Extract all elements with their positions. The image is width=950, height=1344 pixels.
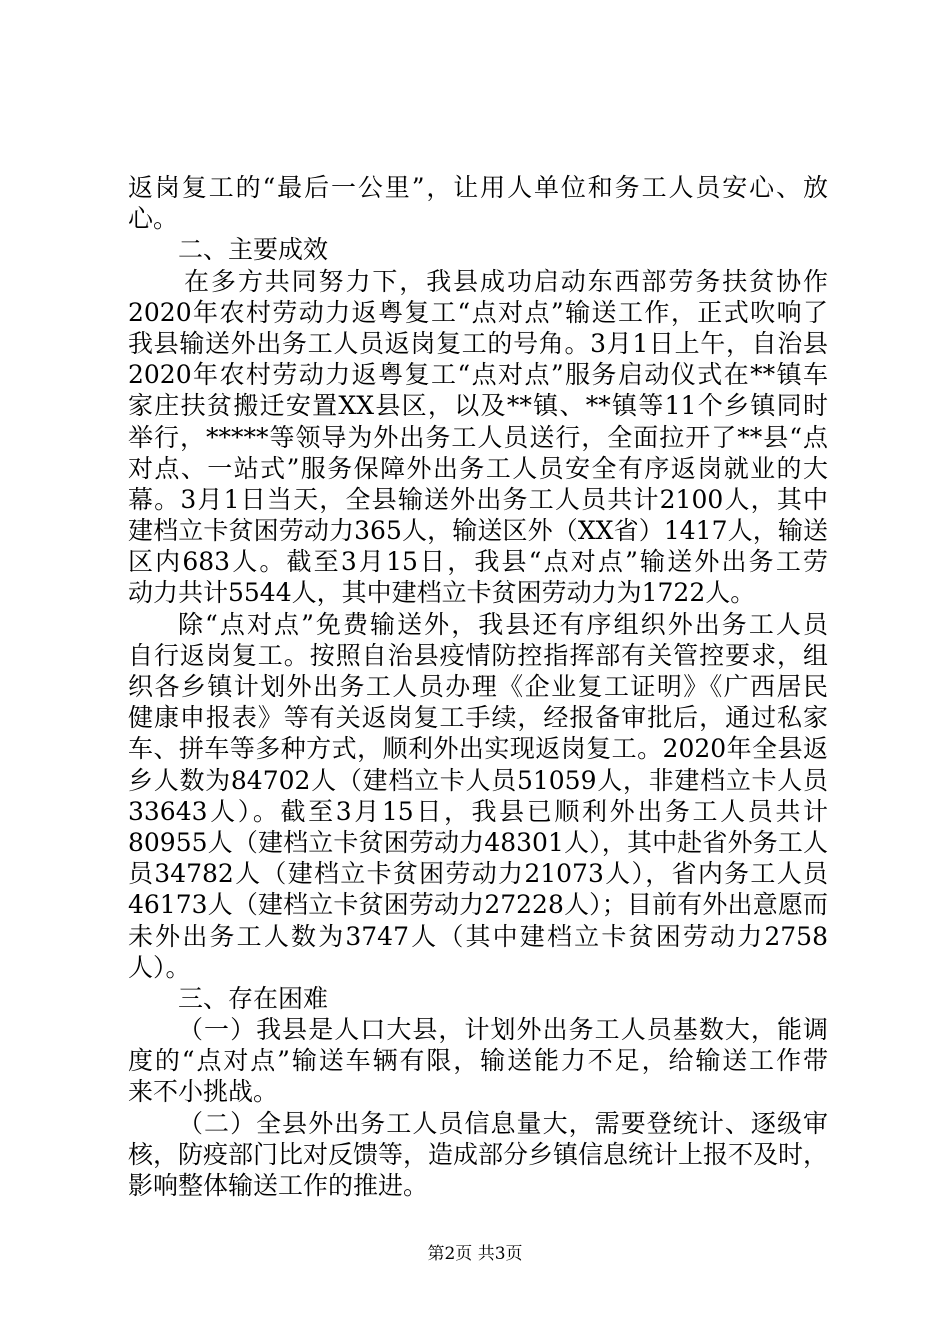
text-line: 区内683人。截至3月15日，我县“点对点”输送外出务工劳	[128, 547, 828, 577]
text-line: 46173人（建档立卡贫困劳动力27228人）；目前有外出意愿而	[128, 890, 828, 920]
text-line: 来不小挑战。	[128, 1077, 279, 1107]
text-line: 健康申报表》等有关返岗复工手续，经报备审批后，通过私家	[128, 703, 828, 733]
text-line: （二）全县外出务工人员信息量大，需要登统计、逐级审	[178, 1108, 828, 1138]
text-line: 心。	[128, 204, 179, 234]
text-line: 度的“点对点”输送车辆有限，输送能力不足，给输送工作带	[128, 1046, 828, 1076]
text-line: 2020年农村劳动力返粤复工“点对点”服务启动仪式在**镇车	[128, 360, 828, 390]
page-footer: 第2页 共3页	[427, 1244, 523, 1264]
text-line: 二、主要成效	[178, 235, 329, 265]
text-line: 2020年农村劳动力返粤复工“点对点”输送工作，正式吹响了	[128, 297, 828, 327]
text-line: 人）。	[128, 952, 191, 982]
text-line: 影响整体输送工作的推进。	[128, 1171, 429, 1200]
text-line: 我县输送外出务工人员返岗复工的号角。3月1日上午，自治县	[128, 328, 828, 358]
text-line: 未外出务工人数为3747人（其中建档立卡贫困劳动力2758	[128, 921, 828, 951]
text-line: 除“点对点”免费输送外，我县还有序组织外出务工人员	[178, 609, 828, 639]
text-line: 动力共计5544人，其中建档立卡贫困劳动力为1722人。	[128, 578, 756, 608]
text-line: 核，防疫部门比对反馈等，造成部分乡镇信息统计上报不及时，	[128, 1139, 829, 1169]
text-line: 举行，*****等领导为外出务工人员送行，全面拉开了**县“点	[128, 422, 828, 452]
text-line: 建档立卡贫困劳动力365人，输送区外（XX省）1417人，输送	[128, 516, 828, 546]
text-line: 织各乡镇计划外出务工人员办理《企业复工证明》《广西居民	[128, 672, 828, 701]
text-line: 返岗复工的“最后一公里”，让用人单位和务工人员安心、放	[128, 173, 828, 202]
text-line: 自行返岗复工。按照自治县疫情防控指挥部有关管控要求，组	[128, 640, 828, 670]
text-line: 在多方共同努力下，我县成功启动东西部劳务扶贫协作	[184, 266, 828, 296]
text-line: 幕。3月1日当天，全县输送外出务工人员共计2100人，其中	[128, 484, 828, 514]
text-line: （一）我县是人口大县，计划外出务工人员基数大，能调	[178, 1015, 828, 1045]
text-line: 家庄扶贫搬迁安置XX县区，以及**镇、**镇等11个乡镇同时	[128, 391, 828, 421]
text-line: 员34782人（建档立卡贫困劳动力21073人），省内务工人员	[128, 859, 828, 889]
text-line: 80955人（建档立卡贫困劳动力48301人），其中赴省外务工人	[128, 827, 828, 857]
text-line: 乡人数为84702人（建档立卡人员51059人，非建档立卡人员	[128, 765, 828, 795]
document-body	[128, 172, 828, 1201]
text-line: 对点、一站式”服务保障外出务工人员安全有序返岗就业的大	[128, 453, 828, 483]
text-line: 车、拼车等多种方式，顺利外出实现返岗复工。2020年全县返	[128, 734, 828, 764]
text-line: 三、存在困难	[178, 983, 329, 1013]
text-line: 33643人）。截至3月15日，我县已顺利外出务工人员共计	[128, 796, 828, 826]
